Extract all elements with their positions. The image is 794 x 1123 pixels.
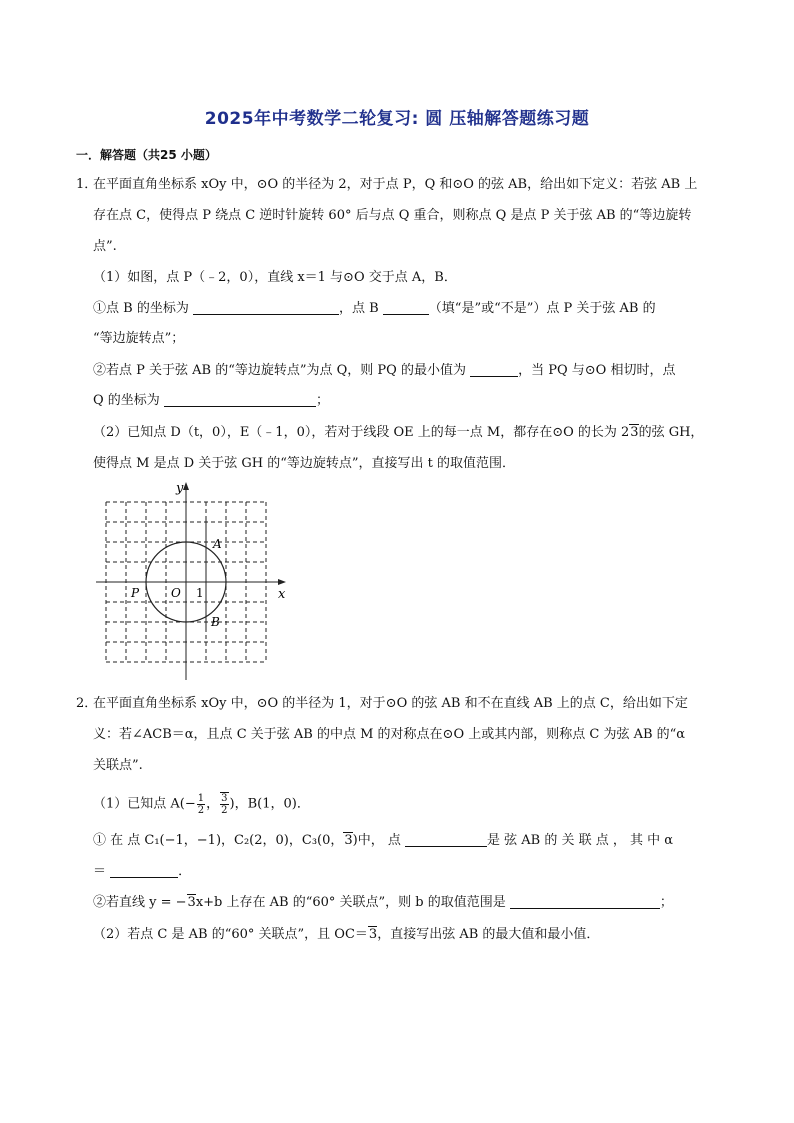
- question-2-number: 2．: [76, 696, 98, 711]
- q1-sub-1-text-b: ，点 B: [338, 301, 379, 316]
- y-axis-arrow: [183, 482, 189, 490]
- point-b-label: B: [211, 615, 220, 629]
- q2-part-1-text-b: )，B(1，0)．: [229, 796, 310, 812]
- coordinate-figure: [92, 478, 292, 686]
- x-axis-label: x: [278, 587, 286, 602]
- q2-line-p3-end: ．: [178, 864, 192, 879]
- sqrt-value: 3: [187, 895, 196, 910]
- q1-line-p7: 使得点 M 是点 D 关于弦 GH 的“等边旋转点”，直接写出 t 的取值范围．: [93, 456, 516, 471]
- q2-sub-2-end: ；: [659, 895, 673, 910]
- y-axis-label: y: [176, 481, 184, 496]
- q1-part-2-text-a: （2）已知点 D（t，0），E（﹣1，0），若对于线段 OE 上的每一点 M，都存在⊙O 的长为 2: [93, 425, 630, 440]
- question-1-number: 1．: [76, 177, 98, 192]
- q1-sub-2-text-a: ②若点 P 关于弦 AB 的“等边旋转点”为点 Q，则 PQ 的最小值为: [93, 363, 466, 378]
- q1-sub-1-text-c: （填“是”或“不是”）点 P 关于弦 AB 的: [428, 301, 656, 316]
- q2-sub-1-text-a: ① 在 点 C₁(−1，−1)，C₂(2，0)，C₃(0，: [93, 833, 344, 848]
- q1-sub-1-text-a: ①点 B 的坐标为: [93, 301, 189, 316]
- q2-part-1-text-a: （1）已知点 A(−: [93, 796, 196, 812]
- sqrt-value: 3: [630, 425, 639, 440]
- q2-part-2-text-b: ，直接写出弦 AB 的最大值和最小值．: [377, 927, 600, 942]
- x-axis-arrow: [278, 579, 286, 585]
- q2-line-2: 义：若∠ACB＝α，且点 C 关于弦 AB 的中点 M 的对称点在⊙O 上或其内部，则称点 C 为弦 AB 的“α: [93, 727, 686, 742]
- q2-sub-1: [93, 832, 673, 850]
- q1-line-2: 存在点 C，使得点 P 绕点 C 逆时针旋转 60° 后与点 Q 重合，则称点 Q 是点 P 关于弦 AB 的“等边旋转: [93, 208, 692, 223]
- q1-sub-2-text-b: ，当 PQ 与⊙O 相切时，点: [518, 363, 676, 378]
- q1-line-p3: “等边旋转点”；: [93, 331, 185, 346]
- point-a-label: A: [213, 537, 222, 551]
- q1-line-3: 点”.: [93, 239, 117, 254]
- answer-blank[interactable]: [383, 300, 429, 315]
- q2-sub-2-text-a: ②若直线 y = −: [93, 895, 187, 910]
- q1-part-2: [93, 424, 703, 442]
- answer-blank[interactable]: [510, 894, 660, 909]
- q1-line-1: 在平面直角坐标系 xOy 中，⊙O 的半径为 2，对于点 P，Q 和⊙O 的弦 AB，给出如下定义：若弦 AB 上: [93, 177, 698, 192]
- page-title: 2025年中考数学二轮复习: 圆 压轴解答题练习题: [204, 109, 590, 129]
- fraction: [197, 793, 205, 816]
- fraction-denominator: 2: [221, 805, 228, 816]
- q2-part-1: [93, 792, 310, 816]
- origin-label: O: [171, 586, 181, 600]
- sqrt-value: 3: [368, 927, 378, 942]
- q2-part-2-text-a: （2）若点 C 是 AB 的“60° 关联点”，且 OC＝: [93, 927, 368, 942]
- answer-blank[interactable]: [405, 832, 487, 847]
- q1-part-2-text-b: 的弦 GH，: [638, 425, 704, 440]
- q1-sub-2: [93, 362, 675, 380]
- q2-line-1: 在平面直角坐标系 xOy 中，⊙O 的半径为 1，对于⊙O 的弦 AB 和不在直线 AB 上的点 C，给出如下定: [93, 696, 688, 711]
- q1-line-p5: [93, 392, 329, 410]
- q2-sub-2-text-b: x+b 上存在 AB 的“60° 关联点”，则 b 的取值范围是: [195, 895, 506, 910]
- q2-line-3: 关联点”.: [93, 758, 143, 773]
- separator: ，: [206, 796, 220, 812]
- q1-line-p5-end: ；: [315, 393, 329, 408]
- point-p-label: P: [131, 586, 140, 600]
- q2-sub-1-text-b: )中， 点: [352, 833, 401, 848]
- q2-line-p3: [93, 863, 191, 881]
- q2-line-p3-text: ＝: [93, 864, 107, 879]
- section-heading: 一．解答题（共25 小题）: [76, 148, 217, 162]
- answer-blank[interactable]: [164, 392, 316, 407]
- fraction: [220, 792, 228, 816]
- fraction-denominator: 2: [197, 804, 205, 816]
- q1-line-p5-text: Q 的坐标为: [93, 393, 160, 408]
- fraction-numerator: 1: [197, 792, 205, 804]
- q1-part-1: （1）如图，点 P（﹣2，0），直线 x＝1 与⊙O 交于点 A，B．: [93, 270, 457, 285]
- answer-blank[interactable]: [110, 863, 178, 878]
- answer-blank[interactable]: [193, 300, 339, 315]
- q2-part-2: [93, 926, 599, 944]
- q2-sub-2: [93, 894, 673, 912]
- answer-blank[interactable]: [470, 362, 518, 377]
- q1-sub-1: [93, 300, 656, 318]
- q2-sub-1-text-c: 是 弦 AB 的 关 联 点 ， 其 中 α: [487, 833, 674, 848]
- sqrt-value: 3: [344, 833, 353, 848]
- fraction-numerator: 3: [221, 793, 228, 804]
- tick-one-label: 1: [196, 586, 204, 600]
